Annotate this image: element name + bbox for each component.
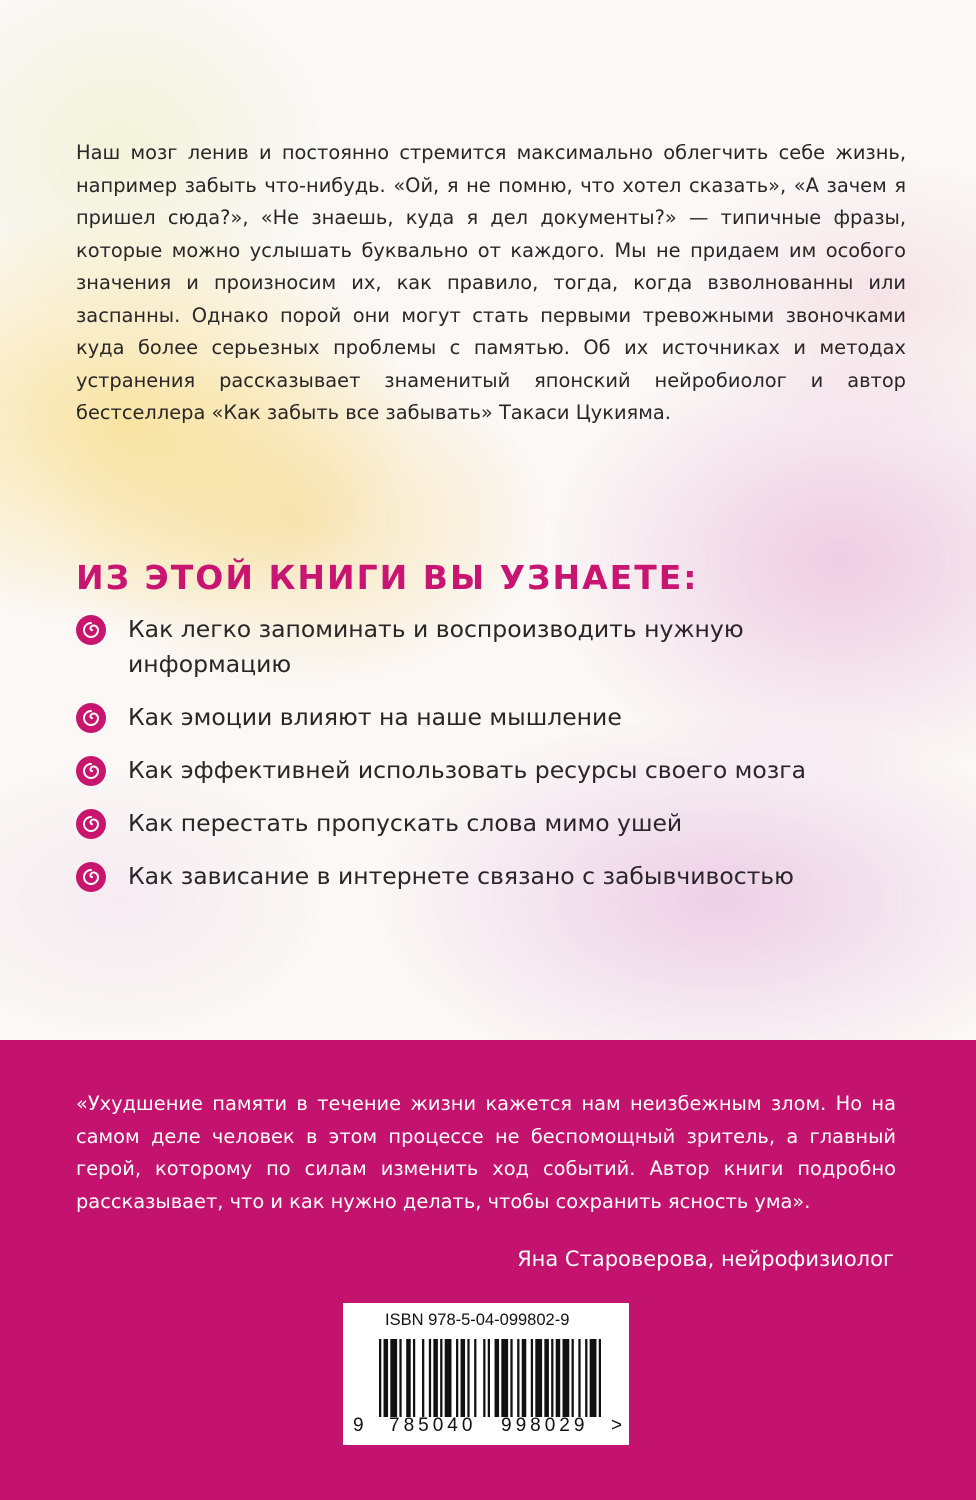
barcode-bar <box>517 1339 519 1417</box>
barcode-bar <box>585 1339 587 1417</box>
barcode-bar <box>599 1339 601 1417</box>
barcode-bar <box>501 1339 508 1417</box>
barcode-bar <box>578 1339 580 1417</box>
barcode <box>379 1339 601 1417</box>
barcode-bar <box>488 1339 490 1417</box>
benefit-text: Как эффективней использовать ресурсы своего мозга <box>128 756 807 784</box>
rose-icon <box>76 756 106 786</box>
barcode-bar <box>531 1339 533 1417</box>
barcode-bar <box>456 1339 458 1417</box>
benefit-item <box>76 612 876 682</box>
review-quote: «Ухудшение памяти в течение жизни кажется нам неизбежным злом. Но на самом деле человек в этом процессе не беспомощный зритель, а главный герой, которому по силам изменить ход событий. Автор книги подробно рассказывает, что и как нужно делать, чтобы сохранить ясность ума». <box>76 1092 896 1213</box>
barcode-bar <box>483 1339 485 1417</box>
barcode-bar <box>535 1339 542 1417</box>
benefits-heading: ИЗ ЭТОЙ КНИГИ ВЫ УЗНАЕТЕ: <box>76 558 699 597</box>
barcode-bar <box>379 1339 381 1417</box>
isbn-label: ISBN 978-5-04-099802-9 <box>385 1311 570 1329</box>
benefit-text: Как эмоции влияют на наше мышление <box>128 703 622 731</box>
barcode-bar <box>399 1339 401 1417</box>
barcode-digits-left: 785040 <box>389 1415 477 1436</box>
barcode-bar <box>572 1339 574 1417</box>
barcode-bar <box>522 1339 527 1417</box>
barcode-digit-first: 9 <box>353 1415 364 1436</box>
benefits-list <box>76 612 876 894</box>
benefit-text: Как перестать пропускать слова мимо ушей <box>128 809 683 837</box>
rose-icon <box>76 615 106 645</box>
barcode-bar <box>445 1339 452 1417</box>
rose-icon <box>76 809 106 839</box>
benefit-text: Как легко запоминать и воспроизводить нужную информацию <box>128 615 744 678</box>
book-description: Наш мозг ленив и постоянно стремится максимально облегчить себе жизнь, например забыть что-нибудь. «Ой, я не помню, что хотел сказать», «А зачем я пришел сюда?», «Не знаешь, куда я дел документы?» — типичные фразы, которые можно услышать буквально от каждого. Мы не придаем им особого значения и произносим их, как правило, тогда, когда взволнованны или заспанны. Однако порой они могут стать первыми тревожными звоночками куда более серьезных проблемы с памятью. Об их источниках и методах устранения рассказывает знаменитый японский нейробиолог и автор бестселлера «Как забыть все забывать» Такаси Цукияма. <box>76 141 906 424</box>
barcode-bar <box>461 1339 466 1417</box>
barcode-bar <box>551 1339 553 1417</box>
barcode-bar <box>495 1339 500 1417</box>
barcode-bar <box>422 1339 424 1417</box>
barcode-bar <box>429 1339 431 1417</box>
barcode-bar <box>406 1339 411 1417</box>
benefit-text: Как зависание в интернете связано с забывчивостью <box>128 862 794 890</box>
barcode-arrow: > <box>611 1415 623 1436</box>
barcode-digits-right: 998029 <box>501 1415 589 1436</box>
barcode-bar <box>556 1339 561 1417</box>
barcode-bar <box>544 1339 549 1417</box>
barcode-bar <box>440 1339 442 1417</box>
benefit-item <box>76 806 876 841</box>
benefit-item <box>76 859 876 894</box>
quote-author: Яна Староверова, нейрофизиолог <box>517 1247 894 1271</box>
isbn-barcode-block <box>343 1303 629 1445</box>
barcode-bar <box>390 1339 397 1417</box>
barcode-bar <box>590 1339 597 1417</box>
benefit-item <box>76 700 876 735</box>
barcode-bar <box>562 1339 569 1417</box>
rose-icon <box>76 862 106 892</box>
barcode-bar <box>467 1339 469 1417</box>
benefit-item <box>76 753 876 788</box>
barcode-bar <box>474 1339 476 1417</box>
barcode-bar <box>510 1339 512 1417</box>
barcode-bar <box>433 1339 438 1417</box>
barcode-bar <box>384 1339 389 1417</box>
rose-icon <box>76 703 106 733</box>
barcode-bar <box>413 1339 415 1417</box>
